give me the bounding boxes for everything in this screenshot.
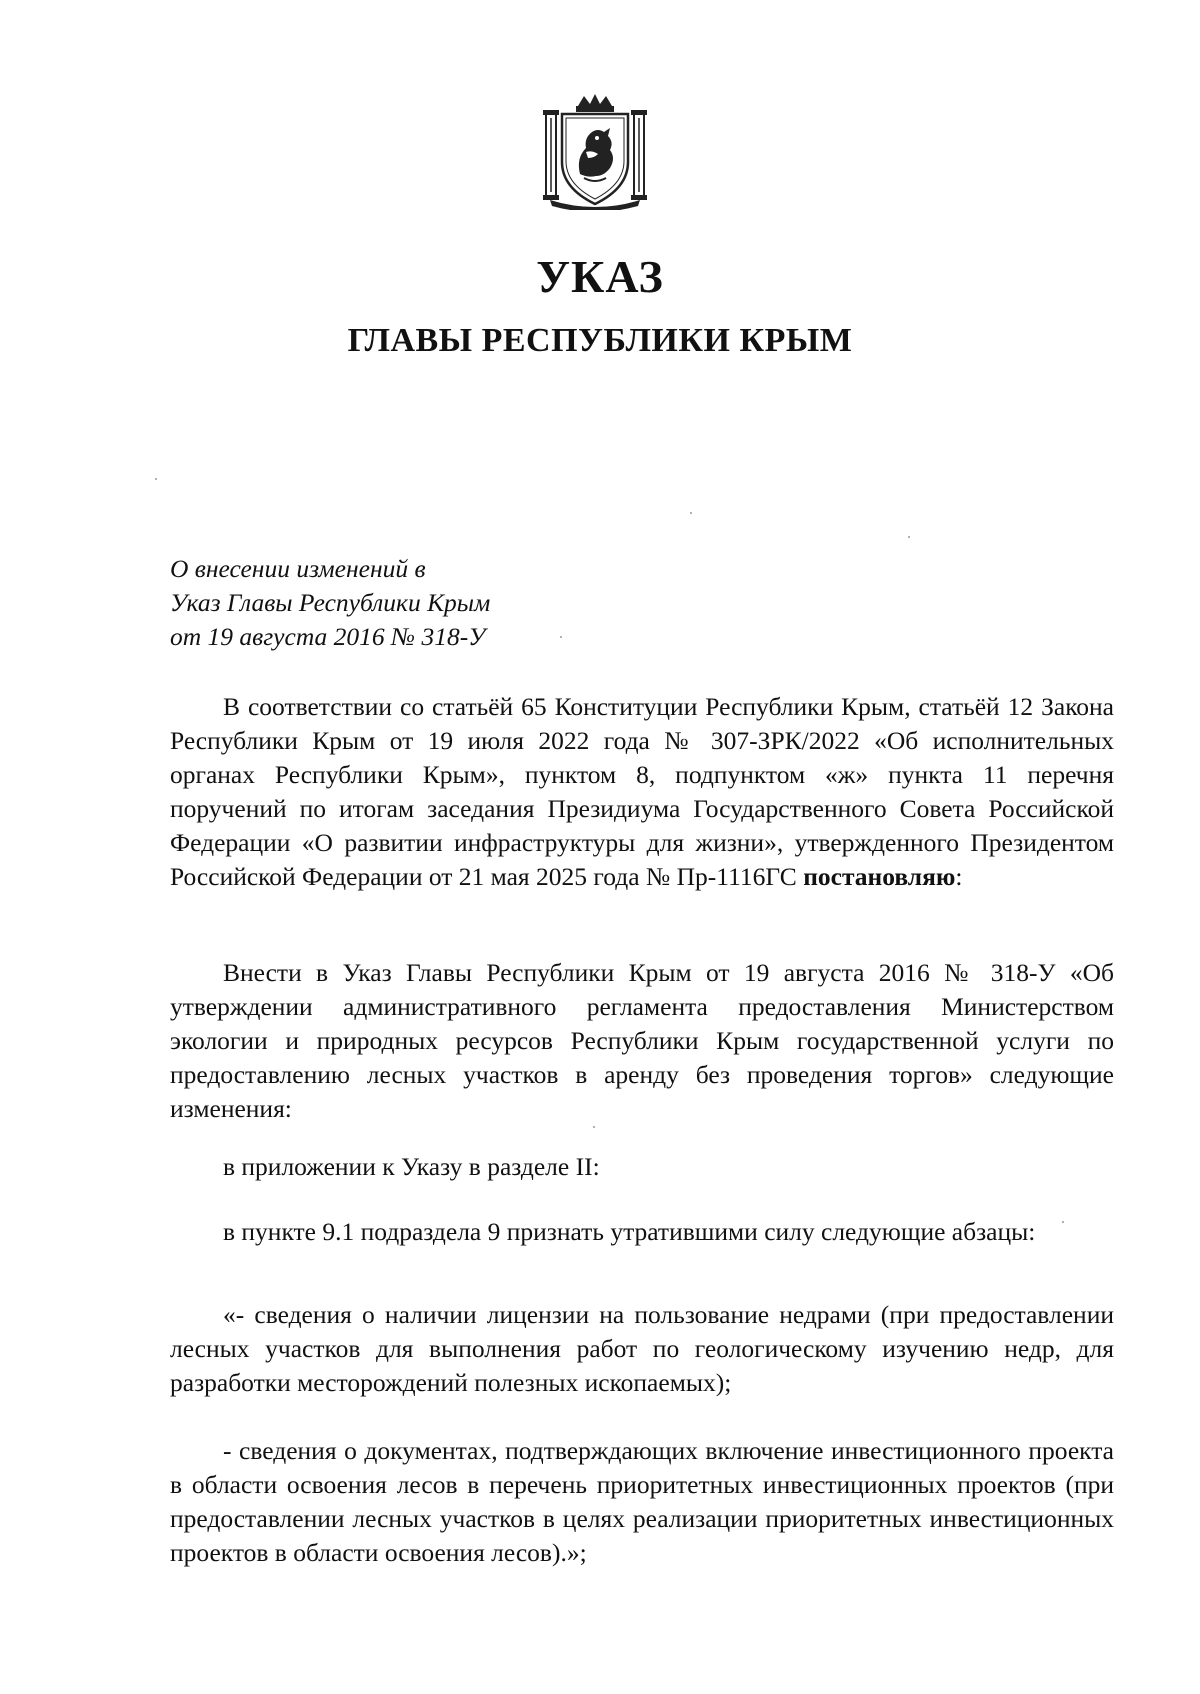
scan-speck — [1062, 1221, 1064, 1223]
section-reference-paragraph: в приложении к Указу в разделе II: — [223, 1152, 600, 1181]
decree-verb: постановляю — [803, 862, 956, 891]
document-subtitle: ГЛАВЫ РЕСПУБЛИКИ КРЫМ — [347, 322, 853, 359]
scan-speck — [690, 512, 692, 514]
subject-line: О внесении изменений в — [170, 554, 426, 583]
preamble-end: : — [955, 862, 963, 891]
repealed-clause-2: - сведения о документах, подтверждающих включение инвестиционного проекта в области освоения лесов в перечень приоритетных инвестиционных проектов (при предоставлении лесных участков в целях реализации приоритетных инвестиционных проектов в области освоения лесов).»; — [170, 1436, 1114, 1567]
subject-line: Указ Главы Республики Крым — [170, 588, 491, 617]
crimea-coat-of-arms-icon — [540, 92, 650, 210]
scan-speck — [560, 636, 562, 638]
preamble-paragraph — [170, 690, 1114, 894]
scan-speck — [155, 478, 157, 480]
document-title: УКАЗ — [536, 251, 664, 302]
amendment-paragraph: Внести в Указ Главы Республики Крым от 19 августа 2016 № 318-У «Об утверждении административного регламента предоставления Министерством экологии и природных ресурсов Республики Крым государственной услуги по предоставлению лесных участков в аренду без проведения торгов» следующие изменения: — [170, 958, 1114, 1123]
preamble-text: В соответствии со статьёй 65 Конституции Республики Крым, статьёй 12 Закона Республики Крым от 19 июля 2022 года № 307-ЗРК/2022 «Об исполнительных органах Республики Крым», пунктом 8, подпунктом «ж» пункта 11 перечня поручений по итогам заседания Президиума Государственного Совета Российской Федерации «О развитии инфраструктуры для жизни», утвержденного Президентом Российской Федерации от 21 мая 2025 года № Пр-1116ГС — [170, 692, 1114, 891]
document-subject — [170, 552, 490, 654]
repeal-paragraph: в пункте 9.1 подраздела 9 признать утратившими силу следующие абзацы: — [223, 1217, 1036, 1246]
repealed-clause-1: «- сведения о наличии лицензии на пользование недрами (при предоставлении лесных участков для выполнения работ по геологическому изучению недр, для разработки месторождений полезных ископаемых); — [170, 1300, 1114, 1397]
scan-speck — [593, 1126, 595, 1128]
subject-line: от 19 августа 2016 № 318-У — [170, 622, 486, 651]
scan-speck — [908, 536, 910, 538]
